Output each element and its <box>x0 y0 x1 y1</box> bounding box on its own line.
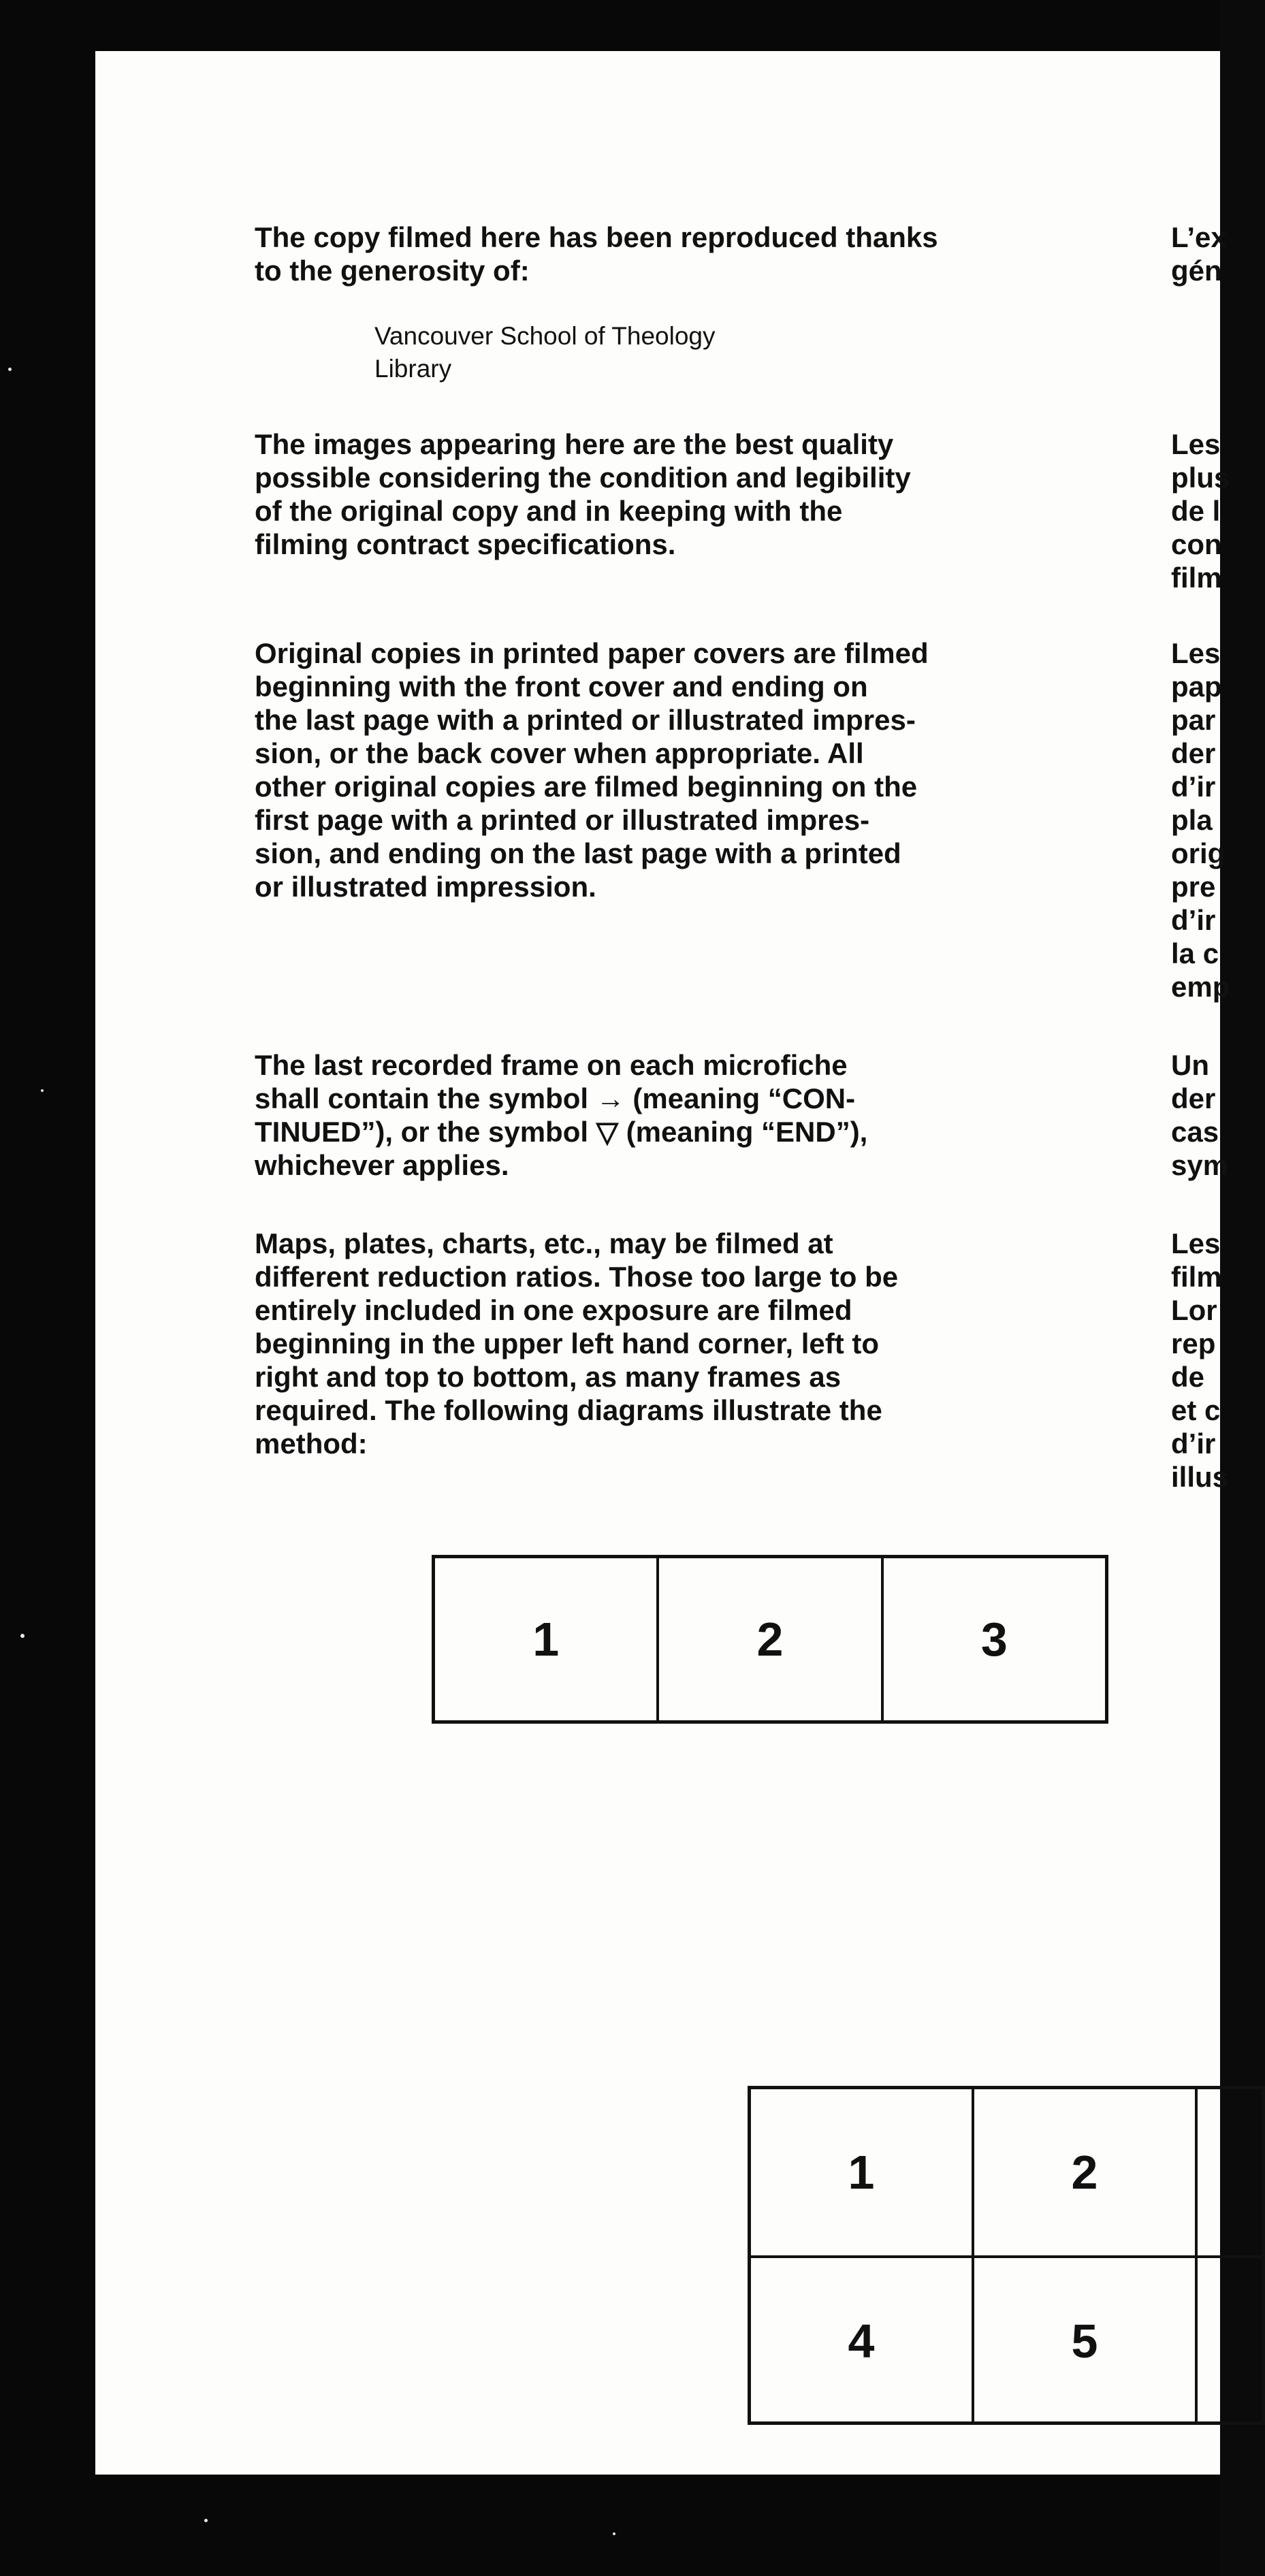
text-line: required. The following diagrams illustrate the <box>255 1394 882 1426</box>
text-line: d’ir <box>1171 904 1216 936</box>
frame-cell: 2 <box>659 1558 883 1720</box>
french-paragraph-2 <box>1171 428 1253 594</box>
text-line: whichever applies. <box>255 1149 509 1181</box>
dust-speck <box>41 1089 44 1092</box>
dust-speck <box>613 2532 615 2535</box>
text-line: possible considering the condition and legibility <box>255 462 911 494</box>
text-line: la c <box>1171 937 1219 969</box>
text-line: d’ir <box>1171 771 1216 803</box>
quality-paragraph <box>255 428 1010 561</box>
text-line: shall contain the symbol → (meaning “CON- <box>255 1082 856 1114</box>
text-line: rep <box>1171 1327 1216 1359</box>
text-line: Maps, plates, charts, etc., may be filmed at <box>255 1227 833 1259</box>
text-line: orig <box>1171 837 1226 869</box>
text-line: emp <box>1171 971 1230 1003</box>
text-line: d’ir <box>1171 1428 1216 1460</box>
text-line: Les <box>1171 637 1221 669</box>
text-line: par <box>1171 704 1216 736</box>
text-line: to the generosity of: <box>255 255 530 287</box>
text-line: film <box>1171 562 1222 594</box>
text-line: The images appearing here are the best quality <box>255 428 894 460</box>
frame-cell: 5 <box>974 2258 1198 2424</box>
text-line: cas <box>1171 1116 1219 1148</box>
institution-department: Library <box>374 355 452 383</box>
text-line: The last recorded frame on each microfiche <box>255 1049 848 1081</box>
text-line: TINUED”), or the symbol ▽ (meaning “END”), <box>255 1116 868 1148</box>
text-line: Original copies in printed paper covers are filmed <box>255 637 929 669</box>
dust-speck <box>204 2519 208 2522</box>
text-line: Les <box>1171 1227 1221 1259</box>
frame-cell: 2 <box>974 2089 1198 2255</box>
french-paragraph-3 <box>1171 637 1253 1003</box>
text-line: Les <box>1171 428 1221 460</box>
maps-paragraph <box>255 1227 1010 1460</box>
text-line: first page with a printed or illustrated impres- <box>255 804 870 836</box>
text-line: the last page with a printed or illustrated impres- <box>255 704 916 736</box>
text-line: Un <box>1171 1049 1209 1081</box>
text-line: The copy filmed here has been reproduced thanks <box>255 221 938 253</box>
french-paragraph-5 <box>1171 1227 1253 1494</box>
text-line: pla <box>1171 804 1213 836</box>
original-copies-paragraph <box>255 637 1010 903</box>
frame-order-row-diagram <box>432 1555 1108 1724</box>
text-line: plus <box>1171 462 1230 494</box>
text-line: sion, and ending on the last page with a printed <box>255 837 901 869</box>
text-line: de <box>1171 1361 1205 1393</box>
frame-cell: 3 <box>980 1613 1008 1666</box>
text-line: pre <box>1171 871 1216 903</box>
text-line: der <box>1171 737 1216 769</box>
text-line: illus <box>1171 1461 1229 1493</box>
text-line: right and top to bottom, as many frames as <box>255 1361 842 1393</box>
text-line: sym <box>1171 1149 1229 1181</box>
microfiche-paragraph <box>255 1048 1010 1182</box>
text-line: L’ex <box>1171 221 1227 253</box>
frame-order-grid-diagram <box>748 2086 1265 2425</box>
text-line: film <box>1171 1261 1222 1293</box>
grid-row <box>751 2255 1262 2424</box>
text-line: con <box>1171 528 1222 560</box>
thanks-paragraph <box>255 221 1010 287</box>
text-line: de l <box>1171 495 1221 527</box>
text-line: et c <box>1171 1394 1221 1426</box>
frame-cell: 1 <box>751 2089 974 2255</box>
text-line: beginning with the front cover and ending on <box>255 671 868 703</box>
institution-credit <box>374 320 716 385</box>
text-line: other original copies are filmed beginning on the <box>255 771 918 803</box>
text-line: gén <box>1171 255 1222 287</box>
frame-cell: 4 <box>751 2258 974 2424</box>
dust-speck <box>8 368 12 371</box>
text-line: entirely included in one exposure are filmed <box>255 1294 852 1326</box>
text-line: of the original copy and in keeping with the <box>255 495 843 527</box>
french-paragraph-4 <box>1171 1048 1253 1182</box>
text-line: beginning in the upper left hand corner, left to <box>255 1327 880 1359</box>
text-line: sion, or the back cover when appropriate. All <box>255 737 864 769</box>
grid-row <box>751 2089 1262 2255</box>
text-line: pap <box>1171 671 1222 703</box>
institution-name: Vancouver School of Theology <box>374 322 716 350</box>
text-line: filming contract specifications. <box>255 528 676 560</box>
text-line: der <box>1171 1082 1216 1114</box>
text-line: method: <box>255 1428 368 1460</box>
text-line: or illustrated impression. <box>255 871 596 903</box>
text-line: Lor <box>1171 1294 1217 1326</box>
text-line: different reduction ratios. Those too large to be <box>255 1261 899 1293</box>
french-paragraph-1 <box>1171 221 1253 287</box>
frame-cell: 1 <box>435 1558 659 1720</box>
dust-speck <box>20 1634 25 1638</box>
